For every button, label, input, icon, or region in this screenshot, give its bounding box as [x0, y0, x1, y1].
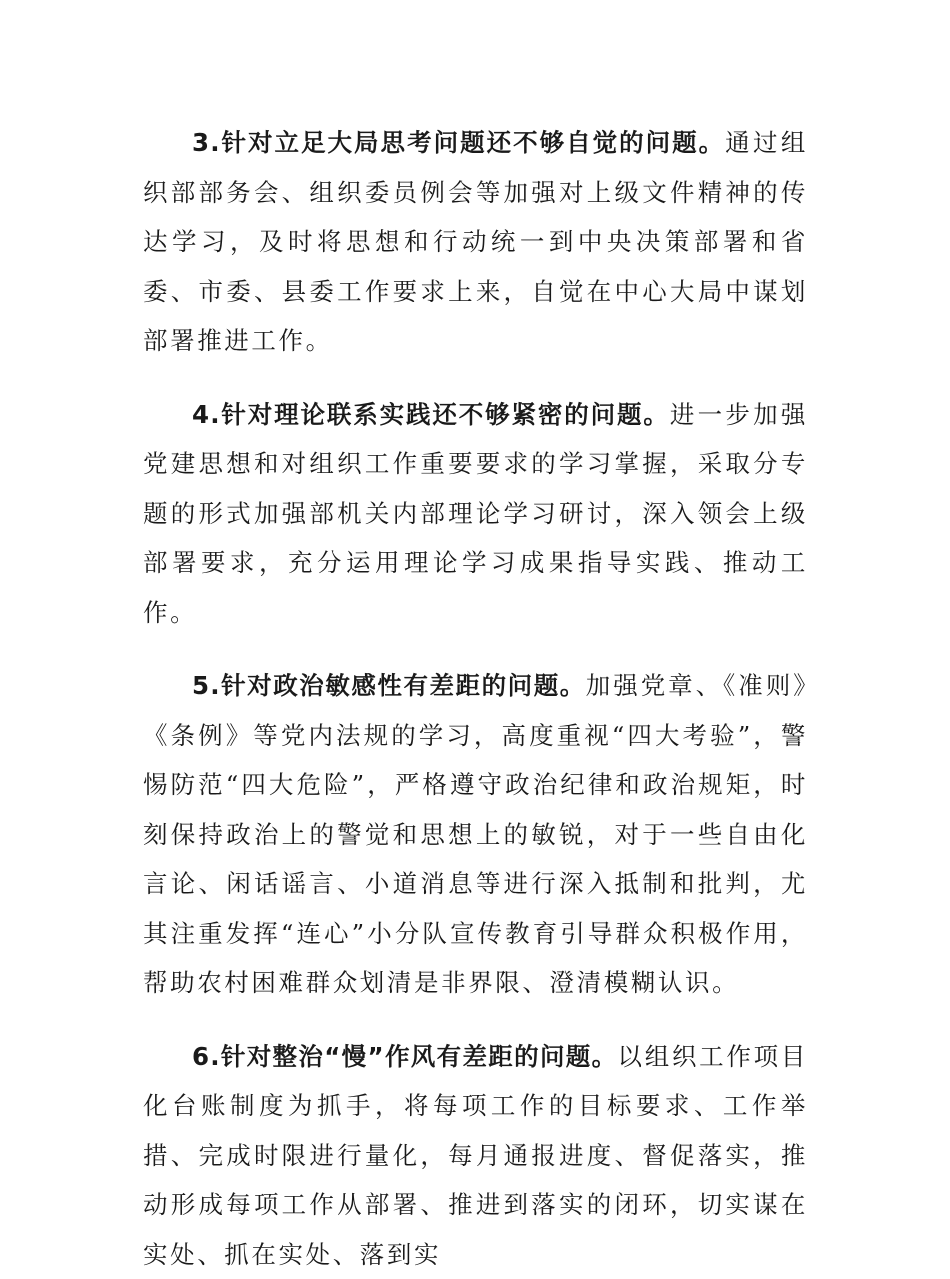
- paragraph-6: [143, 1032, 808, 1279]
- paragraph-text-6: 以组织工作项目化台账制度为抓手，将每项工作的目标要求、工作举措、完成时限进行量化，每月通报进度、督促落实，推动形成每项工作从部署、推进到落实的闭环，切实谋在实处、抓在实处、落到实: [143, 1042, 808, 1269]
- paragraph-heading-5: 5.针对政治敏感性有差距的问题。: [192, 671, 586, 700]
- paragraph-heading-4: 4.针对理论联系实践还不够紧密的问题。: [192, 400, 670, 429]
- paragraph-text-3: 通过组织部部务会、组织委员例会等加强对上级文件精神的传达学习，及时将思想和行动统一到中央决策部署和省委、市委、县委工作要求上来，自觉在中心大局中谋划部署推进工作。: [143, 128, 808, 355]
- paragraph-heading-3: 3.针对立足大局思考问题还不够自觉的问题。: [192, 128, 725, 157]
- paragraph-text-5: 加强党章、《准则》《条例》等党内法规的学习，高度重视“四大考验”，警惕防范“四大危险”，严格遵守政治纪律和政治规矩，时刻保持政治上的警觉和思想上的敏锐，对于一些自由化言论、闲话谣言、小道消息等进行深入抵制和批判，尤其注重发挥“连心”小分队宣传教育引导群众积极作用，帮助农村困难群众划清是非界限、澄清模糊认识。: [143, 671, 808, 997]
- paragraph-heading-6: 6.针对整治“慢”作风有差距的问题。: [192, 1042, 617, 1071]
- paragraph-4: [143, 390, 808, 638]
- paragraph-3: [143, 118, 808, 366]
- paragraph-5: [143, 661, 808, 1008]
- paragraph-text-4: 进一步加强党建思想和对组织工作重要要求的学习掌握，采取分专题的形式加强部机关内部理论学习研讨，深入领会上级部署要求，充分运用理论学习成果指导实践、推动工作。: [143, 400, 808, 627]
- document-body: [143, 118, 808, 1279]
